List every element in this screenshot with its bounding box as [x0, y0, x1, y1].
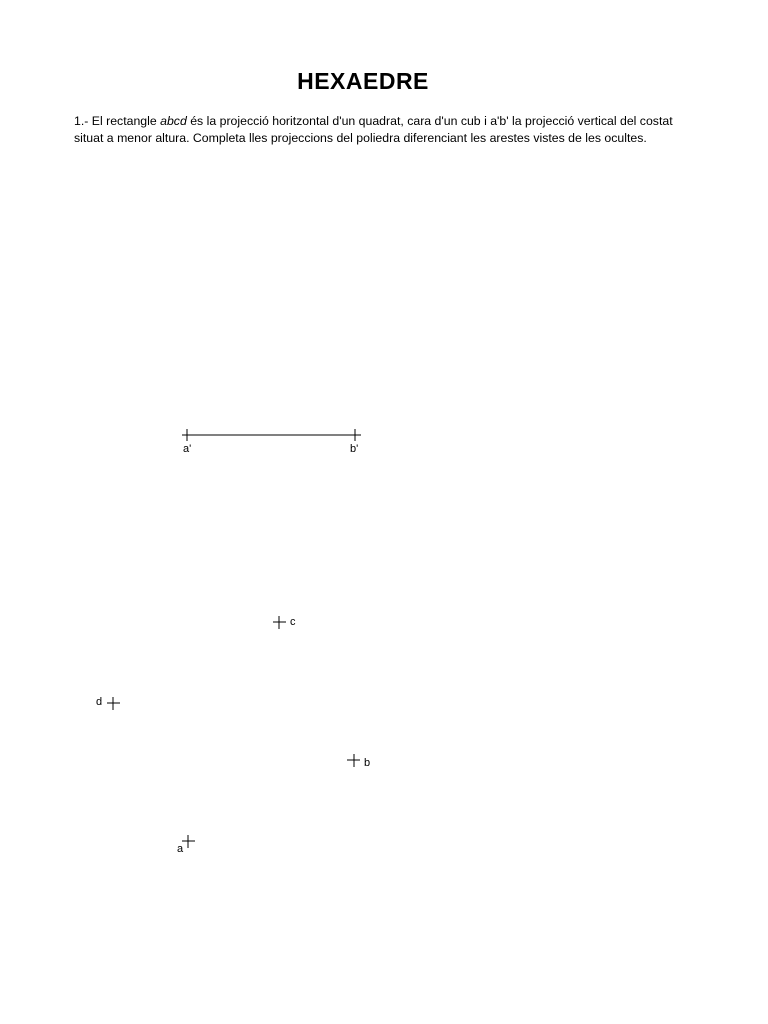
mark-b — [347, 754, 360, 767]
mark-b-prime — [349, 429, 361, 441]
label-a: a — [177, 843, 184, 855]
mark-a — [182, 835, 195, 848]
label-d: d — [96, 696, 103, 708]
statement-suffix: és la projecció horitzontal d'un quadrat, cara d'un cub i a'b' la projecció vertical del costat situat a menor altura. Completa lles projeccions del poliedra diferenciant les arestes vistes de les ocultes. — [74, 114, 673, 145]
mark-d — [107, 697, 120, 710]
mark-c — [273, 616, 286, 629]
label-b: b — [364, 757, 371, 769]
label-c: c — [290, 616, 296, 628]
page-title: HEXAEDRE — [297, 68, 429, 94]
statement-emphasis: abcd — [160, 114, 187, 128]
statement-prefix: 1.- El rectangle — [74, 114, 161, 128]
mark-a-prime — [182, 429, 193, 441]
label-a-prime: a' — [183, 443, 192, 455]
label-b-prime: b' — [350, 443, 359, 455]
